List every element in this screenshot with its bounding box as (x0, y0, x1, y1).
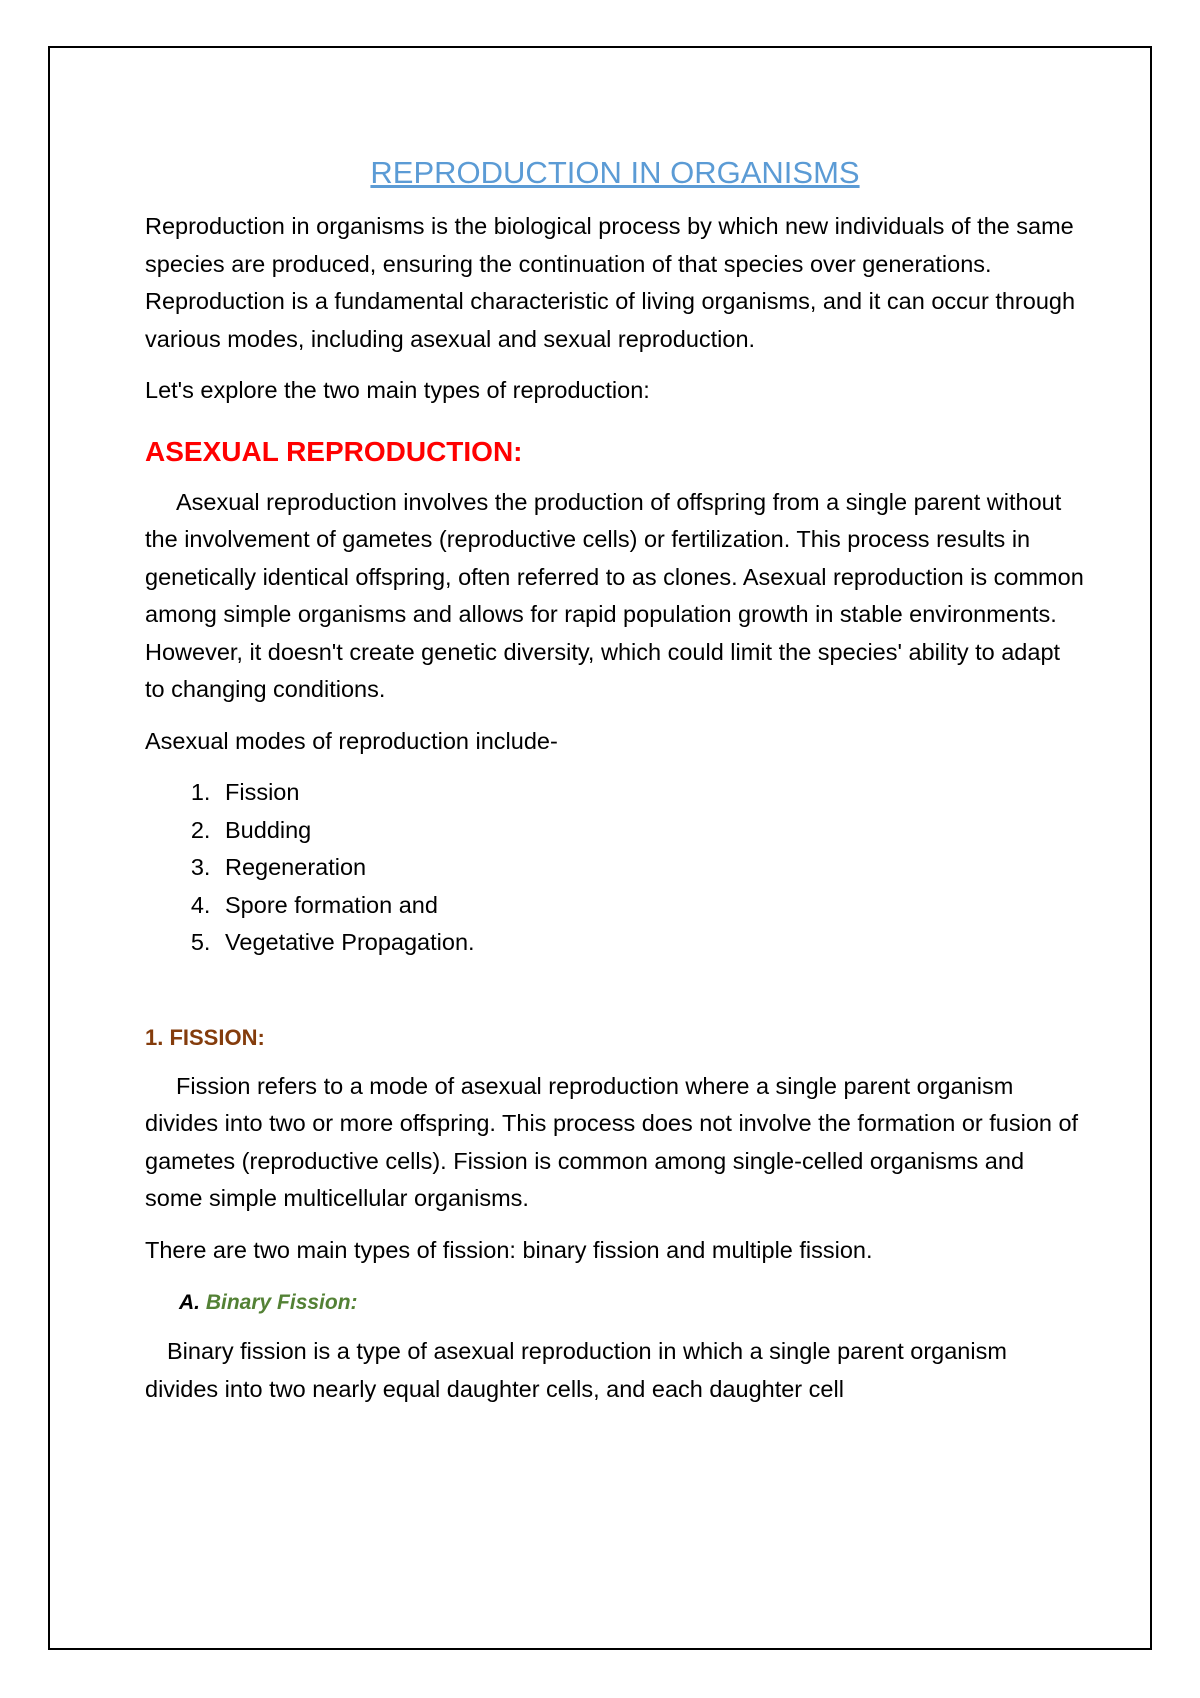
fission-types-paragraph: There are two main types of fission: binary fission and multiple fission. (145, 1236, 873, 1263)
document-content (145, 150, 1085, 1422)
modes-list (145, 774, 1085, 962)
asexual-paragraph: Asexual reproduction involves the production of offspring from a single parent without the involvement of gametes (reproductive cells) or fertilization. This process results in genetically identical offspring, often referred to as clones. Asexual reproduction is common among simple organisms and allows for rapid population growth in stable environments. However, it doesn't create genetic diversity, which could limit the species' ability to adapt to changing conditions. (145, 488, 1084, 702)
fission-heading: 1. FISSION: (145, 1024, 265, 1050)
list-item: 1. Fission (217, 774, 1085, 812)
intro-paragraph: Reproduction in organisms is the biological process by which new individuals of the same species are produced, ensuring the continuation of that species over generations. Reproduction is a fundamental characteristic of living organisms, and it can occur through various modes, including asexual and sexual reproduction. (145, 213, 1076, 352)
list-item: 2. Budding (217, 812, 1085, 850)
binary-fission-heading (145, 1283, 1085, 1323)
list-item: 3. Regeneration (217, 849, 1085, 887)
binary-fission-paragraph: Binary fission is a type of asexual reproduction in which a single parent organism divides into two nearly equal daughter cells, and each daughter cell (145, 1338, 1007, 1402)
asexual-heading: ASEXUAL REPRODUCTION: (145, 435, 523, 467)
binary-fission-letter: A. (179, 1291, 200, 1314)
page-title: REPRODUCTION IN ORGANISMS (370, 155, 860, 190)
explore-paragraph: Let's explore the two main types of reproduction: (145, 377, 650, 403)
fission-paragraph: Fission refers to a mode of asexual reproduction where a single parent organism divides into two or more offspring. This process does not involve the formation or fusion of gametes (reproductive cells). Fission is common among single-celled organisms and some simple multicellular organisms. (145, 1072, 1079, 1211)
list-item: 5. Vegetative Propagation. (217, 924, 1085, 962)
binary-fission-label: Binary Fission: (205, 1291, 358, 1314)
list-item: 4. Spore formation and (217, 887, 1085, 925)
modes-intro: Asexual modes of reproduction include- (145, 727, 558, 754)
